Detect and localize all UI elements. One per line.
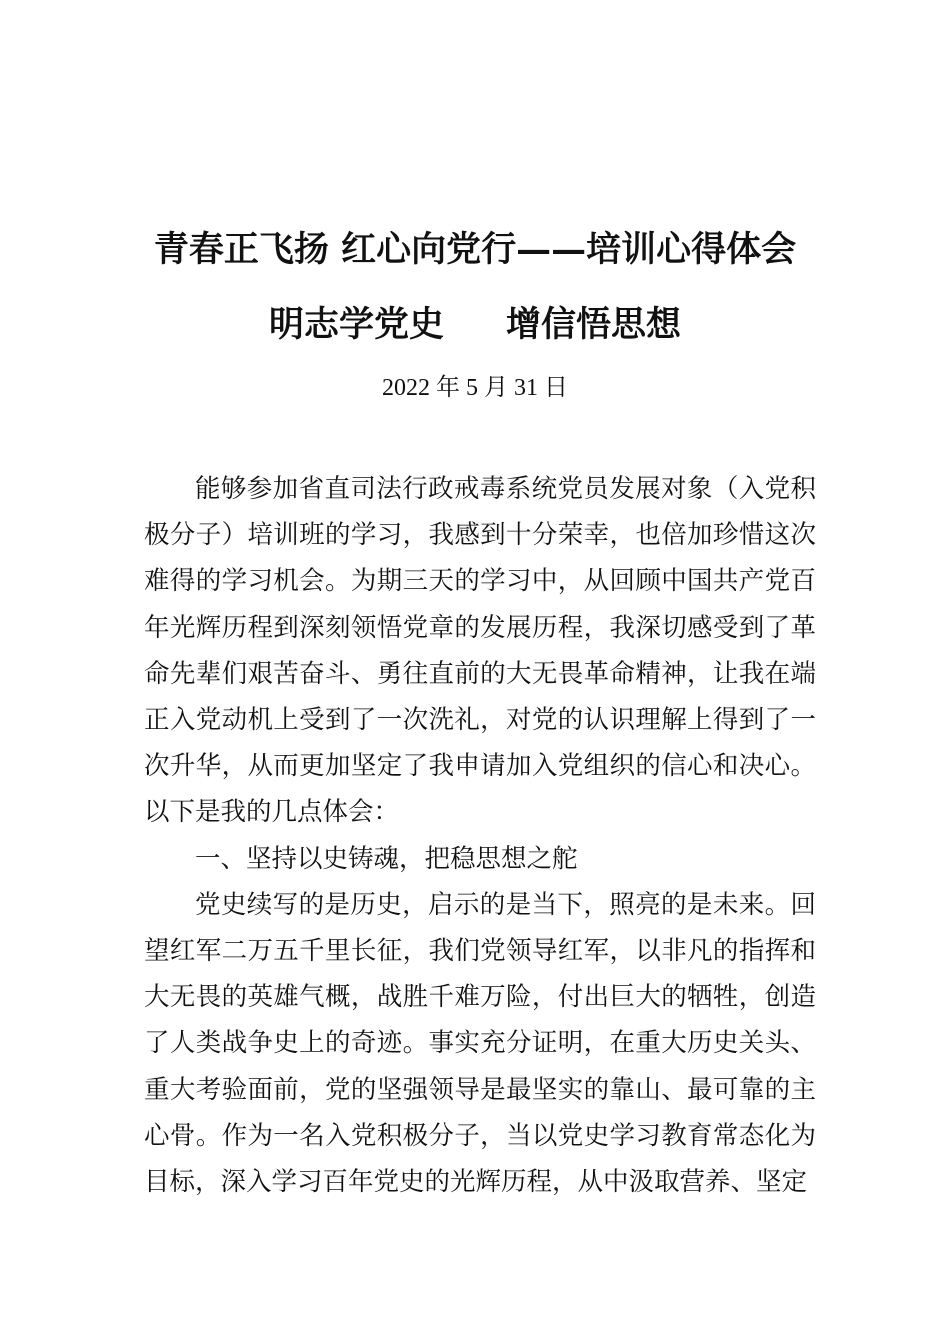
- document-subtitle: [0, 303, 950, 347]
- subtitle-right: 增信悟思想: [506, 304, 682, 345]
- paragraph-intro: 能够参加省直司法行政戒毒系统党员发展对象（入党积极分子）培训班的学习，我感到十分荣幸，也倍加珍惜这次难得的学习机会。为期三天的学习中，从回顾中国共产党百年光辉历程到深刻领悟党章的发展历程，我深切感受到了革命先辈们艰苦奋斗、勇往直前的大无畏革命精神，让我在端正入党动机上受到了一次洗礼，对党的认识理解上得到了一次升华，从而更加坚定了我申请加入党组织的信心和决心。 以下是我的几点体会：: [144, 474, 816, 828]
- document-date: 2022 年 5 月 31 日: [382, 375, 568, 401]
- paragraph-section-1: 党史续写的是历史，启示的是当下，照亮的是未来。回望红军二万五千里长征，我们党领导红军，以非凡的指挥和大无畏的英雄气概，战胜千难万险，付出巨大的牺牲，创造了人类战争史上的奇迹。事实充分证明，在重大历史关头、 重大考验面前，党的坚强领导是最坚实的靠山、最可靠的主心骨。作为一名入党积极分子，当以党史学习教育常态化为目标，深入学习百年党史的光辉历程，从中汲取营养、坚定: [144, 889, 816, 1198]
- subtitle-left: 明志学党史: [268, 304, 444, 345]
- document-title: 青春正飞扬 红心向党行——培训心得体会: [153, 229, 797, 270]
- document-body: [144, 466, 816, 1205]
- section-heading: 一、坚持以史铸魂，把稳思想之舵: [195, 843, 578, 874]
